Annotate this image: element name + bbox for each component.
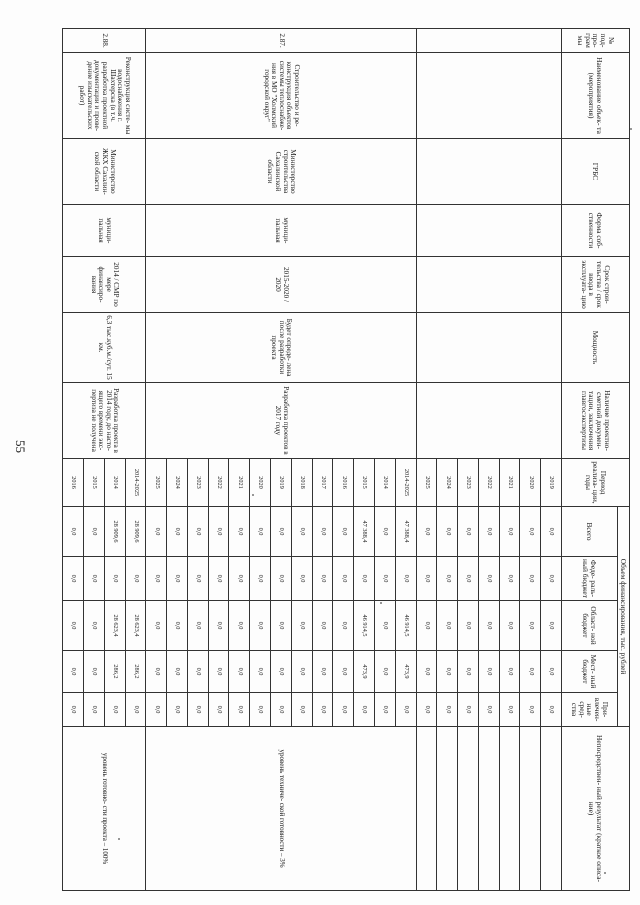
empty-cell — [458, 727, 479, 891]
item-ownership: муници- пальная — [63, 205, 146, 257]
value-cell: 0,0 — [291, 651, 312, 693]
empty-cell — [478, 727, 499, 891]
period-cell: 2016 — [333, 459, 354, 507]
period-cell: 2024 — [437, 459, 458, 507]
item-result: уровень техниче- ской готовности – 3% — [146, 727, 416, 891]
value-cell: 0,0 — [312, 557, 333, 601]
value-cell: 0,0 — [146, 557, 167, 601]
value-cell: 0,0 — [312, 507, 333, 557]
item-grbs: Министерство строительства Сахалинской области — [146, 139, 416, 205]
value-cell: 0,0 — [395, 557, 416, 601]
header-num: № под- про- грам мы — [562, 29, 630, 53]
value-cell: 0,0 — [208, 507, 229, 557]
value-cell: 473,9 — [354, 651, 375, 693]
header-funding-group: Объем финансирования, тыс. рублей — [618, 507, 630, 727]
header-grbs: ГРБС — [562, 139, 630, 205]
value-cell: 0,0 — [104, 693, 125, 727]
item-number: 2.88. — [63, 29, 146, 53]
header-local: Мест- ный бюджет — [562, 651, 618, 693]
value-cell: 0,0 — [146, 693, 167, 727]
item-term: 2015-2020 / 2020 — [146, 257, 416, 313]
empty-cell — [499, 727, 520, 891]
value-cell: 0,0 — [520, 651, 541, 693]
scan-speck — [380, 602, 382, 604]
value-cell: 0,0 — [187, 693, 208, 727]
value-cell: 0,0 — [187, 651, 208, 693]
item-term: 2014 / СМР по мере финансиро- вания — [63, 257, 146, 313]
item-psd: Разработка проекта в 2014 году, до насто- ящего времени экс- пертиза не получена — [63, 383, 146, 459]
header-period: Период реализа- ции, годы — [562, 459, 630, 507]
value-cell: 0,0 — [250, 507, 271, 557]
period-cell: 2014-2025 — [395, 459, 416, 507]
value-cell: 0,0 — [458, 557, 479, 601]
value-cell: 0,0 — [416, 651, 437, 693]
value-cell: 0,0 — [416, 601, 437, 651]
value-cell: 0,0 — [499, 601, 520, 651]
item-capacity: 6,3 тыс.куб.м./сут. 15 км. — [63, 313, 146, 383]
value-cell: 0,0 — [84, 601, 105, 651]
value-cell: 0,0 — [312, 601, 333, 651]
scan-speck — [118, 838, 120, 840]
value-cell: 0,0 — [374, 651, 395, 693]
value-cell: 0,0 — [520, 601, 541, 651]
value-cell: 0,0 — [63, 601, 84, 651]
value-cell: 28 623,4 — [125, 601, 146, 651]
value-cell: 0,0 — [229, 557, 250, 601]
value-cell: 0,0 — [541, 507, 562, 557]
header-regional: Област- ной бюджет — [562, 601, 618, 651]
value-cell: 0,0 — [374, 693, 395, 727]
value-cell: 286,2 — [125, 651, 146, 693]
value-cell: 0,0 — [312, 693, 333, 727]
value-cell: 0,0 — [229, 693, 250, 727]
item-name: Реконструкция систе- мы водоснабжения г. Шахтерска (в т.ч. разработка проектной документации и прове- дение изыскательских работ) — [63, 53, 146, 139]
value-cell: 0,0 — [146, 507, 167, 557]
empty-cell — [416, 727, 437, 891]
value-cell: 46 914,5 — [354, 601, 375, 651]
table-body — [63, 29, 562, 891]
table-row — [125, 29, 146, 891]
value-cell: 47 388,4 — [354, 507, 375, 557]
value-cell: 0,0 — [229, 651, 250, 693]
period-cell: 2023 — [187, 459, 208, 507]
value-cell: 0,0 — [458, 507, 479, 557]
value-cell: 0,0 — [458, 693, 479, 727]
period-cell: 2014 — [374, 459, 395, 507]
empty-cell — [416, 257, 561, 313]
empty-cell — [541, 727, 562, 891]
header-total: Всего — [562, 507, 618, 557]
item-ownership: муници- пальная — [146, 205, 416, 257]
item-result: уровень готовно- сти проекта – 100% — [63, 727, 146, 891]
period-cell: 2015 — [354, 459, 375, 507]
empty-cell — [520, 727, 541, 891]
value-cell: 0,0 — [167, 693, 188, 727]
value-cell: 0,0 — [291, 557, 312, 601]
value-cell: 0,0 — [333, 601, 354, 651]
value-cell: 0,0 — [374, 557, 395, 601]
value-cell: 0,0 — [63, 693, 84, 727]
period-cell: 2020 — [250, 459, 271, 507]
value-cell: 0,0 — [541, 651, 562, 693]
table-frame — [62, 28, 630, 890]
value-cell: 0,0 — [395, 693, 416, 727]
header-term: Срок строи- тельства / срок ввода в эксплуата- цию — [562, 257, 630, 313]
period-cell: 2021 — [229, 459, 250, 507]
scan-speck — [252, 494, 254, 496]
value-cell: 0,0 — [167, 507, 188, 557]
value-cell: 0,0 — [250, 601, 271, 651]
value-cell: 0,0 — [374, 507, 395, 557]
period-cell: 2025 — [416, 459, 437, 507]
value-cell: 473,9 — [395, 651, 416, 693]
value-cell: 0,0 — [187, 557, 208, 601]
value-cell: 0,0 — [167, 651, 188, 693]
value-cell: 0,0 — [125, 557, 146, 601]
value-cell: 0,0 — [354, 557, 375, 601]
period-cell: 2016 — [63, 459, 84, 507]
value-cell: 0,0 — [312, 651, 333, 693]
empty-cell — [416, 313, 561, 383]
value-cell: 0,0 — [416, 693, 437, 727]
value-cell: 0,0 — [478, 651, 499, 693]
scan-speck — [630, 128, 632, 130]
empty-cell — [416, 29, 561, 53]
value-cell: 0,0 — [250, 651, 271, 693]
value-cell: 286,2 — [104, 651, 125, 693]
value-cell: 0,0 — [478, 507, 499, 557]
value-cell: 0,0 — [437, 693, 458, 727]
value-cell: 0,0 — [520, 557, 541, 601]
value-cell: 0,0 — [63, 651, 84, 693]
period-cell: 2015 — [84, 459, 105, 507]
header-result: Непосредствен- ный результат (краткое описа- ние) — [562, 727, 630, 891]
value-cell: 0,0 — [146, 601, 167, 651]
empty-cell — [416, 53, 561, 139]
value-cell: 0,0 — [84, 693, 105, 727]
header-ownership: Форма соб- ственности — [562, 205, 630, 257]
value-cell: 28 623,4 — [104, 601, 125, 651]
value-cell: 0,0 — [84, 651, 105, 693]
value-cell: 0,0 — [291, 693, 312, 727]
value-cell: 0,0 — [478, 557, 499, 601]
value-cell: 0,0 — [63, 507, 84, 557]
empty-cell — [416, 139, 561, 205]
period-cell: 2014 — [104, 459, 125, 507]
table-row — [395, 29, 416, 891]
value-cell: 0,0 — [437, 601, 458, 651]
value-cell: 28 909,6 — [125, 507, 146, 557]
period-cell: 2018 — [291, 459, 312, 507]
value-cell: 0,0 — [458, 601, 479, 651]
value-cell: 0,0 — [458, 651, 479, 693]
value-cell: 0,0 — [187, 601, 208, 651]
period-cell: 2014-2025 — [125, 459, 146, 507]
value-cell: 0,0 — [499, 651, 520, 693]
item-psd: Разработка проектов в 2017 году — [146, 383, 416, 459]
value-cell: 0,0 — [437, 651, 458, 693]
value-cell: 0,0 — [125, 693, 146, 727]
value-cell: 0,0 — [187, 507, 208, 557]
value-cell: 0,0 — [333, 651, 354, 693]
header-attracted: При- влечен- ные сред- ства — [562, 693, 618, 727]
value-cell: 0,0 — [104, 557, 125, 601]
value-cell: 0,0 — [84, 557, 105, 601]
value-cell: 0,0 — [271, 601, 292, 651]
rotated-table-wrapper — [62, 28, 630, 890]
value-cell: 0,0 — [333, 507, 354, 557]
value-cell: 0,0 — [499, 507, 520, 557]
value-cell: 0,0 — [354, 693, 375, 727]
program-table — [62, 28, 630, 891]
empty-cell — [437, 727, 458, 891]
table-row — [541, 29, 562, 891]
value-cell: 0,0 — [499, 693, 520, 727]
header-capacity: Мощность — [562, 313, 630, 383]
period-cell: 2021 — [499, 459, 520, 507]
value-cell: 0,0 — [374, 601, 395, 651]
value-cell: 0,0 — [229, 507, 250, 557]
item-name: Строительство и ре- конструкция объектов системы теплоснабже- ния в МО "Холмский городской округ" — [146, 53, 416, 139]
value-cell: 0,0 — [291, 507, 312, 557]
value-cell: 0,0 — [271, 693, 292, 727]
period-cell: 2022 — [478, 459, 499, 507]
value-cell: 0,0 — [271, 651, 292, 693]
value-cell: 0,0 — [333, 557, 354, 601]
value-cell: 0,0 — [291, 601, 312, 651]
value-cell: 0,0 — [541, 601, 562, 651]
page-number: 55 — [13, 440, 28, 453]
value-cell: 0,0 — [208, 693, 229, 727]
value-cell: 0,0 — [250, 557, 271, 601]
value-cell: 0,0 — [437, 557, 458, 601]
value-cell: 0,0 — [167, 557, 188, 601]
period-cell: 2025 — [146, 459, 167, 507]
scan-speck — [604, 872, 606, 874]
period-cell: 2024 — [167, 459, 188, 507]
value-cell: 0,0 — [208, 651, 229, 693]
period-cell: 2019 — [271, 459, 292, 507]
value-cell: 47 388,4 — [395, 507, 416, 557]
value-cell: 0,0 — [146, 651, 167, 693]
value-cell: 46 914,5 — [395, 601, 416, 651]
empty-cell — [416, 383, 561, 459]
value-cell: 0,0 — [229, 601, 250, 651]
period-cell: 2017 — [312, 459, 333, 507]
period-cell: 2022 — [208, 459, 229, 507]
value-cell: 0,0 — [478, 601, 499, 651]
value-cell: 0,0 — [416, 507, 437, 557]
value-cell: 0,0 — [437, 507, 458, 557]
header-name: Наименование объек- та (мероприятия) — [562, 53, 630, 139]
value-cell: 0,0 — [167, 601, 188, 651]
header-psd: Наличие проектно- сметной докумен- тации, заключения главгосэкспертизы — [562, 383, 630, 459]
value-cell: 0,0 — [208, 557, 229, 601]
value-cell: 0,0 — [478, 693, 499, 727]
period-cell: 2019 — [541, 459, 562, 507]
value-cell: 0,0 — [250, 693, 271, 727]
value-cell: 0,0 — [208, 601, 229, 651]
value-cell: 0,0 — [416, 557, 437, 601]
value-cell: 0,0 — [271, 557, 292, 601]
period-cell: 2020 — [520, 459, 541, 507]
item-number: 2.87. — [146, 29, 416, 53]
value-cell: 0,0 — [333, 693, 354, 727]
value-cell: 0,0 — [84, 507, 105, 557]
empty-cell — [416, 205, 561, 257]
item-capacity: Будет опреде- лена после разработки проекта — [146, 313, 416, 383]
value-cell: 0,0 — [63, 557, 84, 601]
value-cell: 28 909,6 — [104, 507, 125, 557]
value-cell: 0,0 — [520, 693, 541, 727]
header-federal: Феде- раль- ный бюджет — [562, 557, 618, 601]
value-cell: 0,0 — [541, 693, 562, 727]
value-cell: 0,0 — [541, 557, 562, 601]
period-cell: 2023 — [458, 459, 479, 507]
value-cell: 0,0 — [520, 507, 541, 557]
item-grbs: Министерство ЖКХ Сахалин- ской области — [63, 139, 146, 205]
value-cell: 0,0 — [499, 557, 520, 601]
value-cell: 0,0 — [271, 507, 292, 557]
